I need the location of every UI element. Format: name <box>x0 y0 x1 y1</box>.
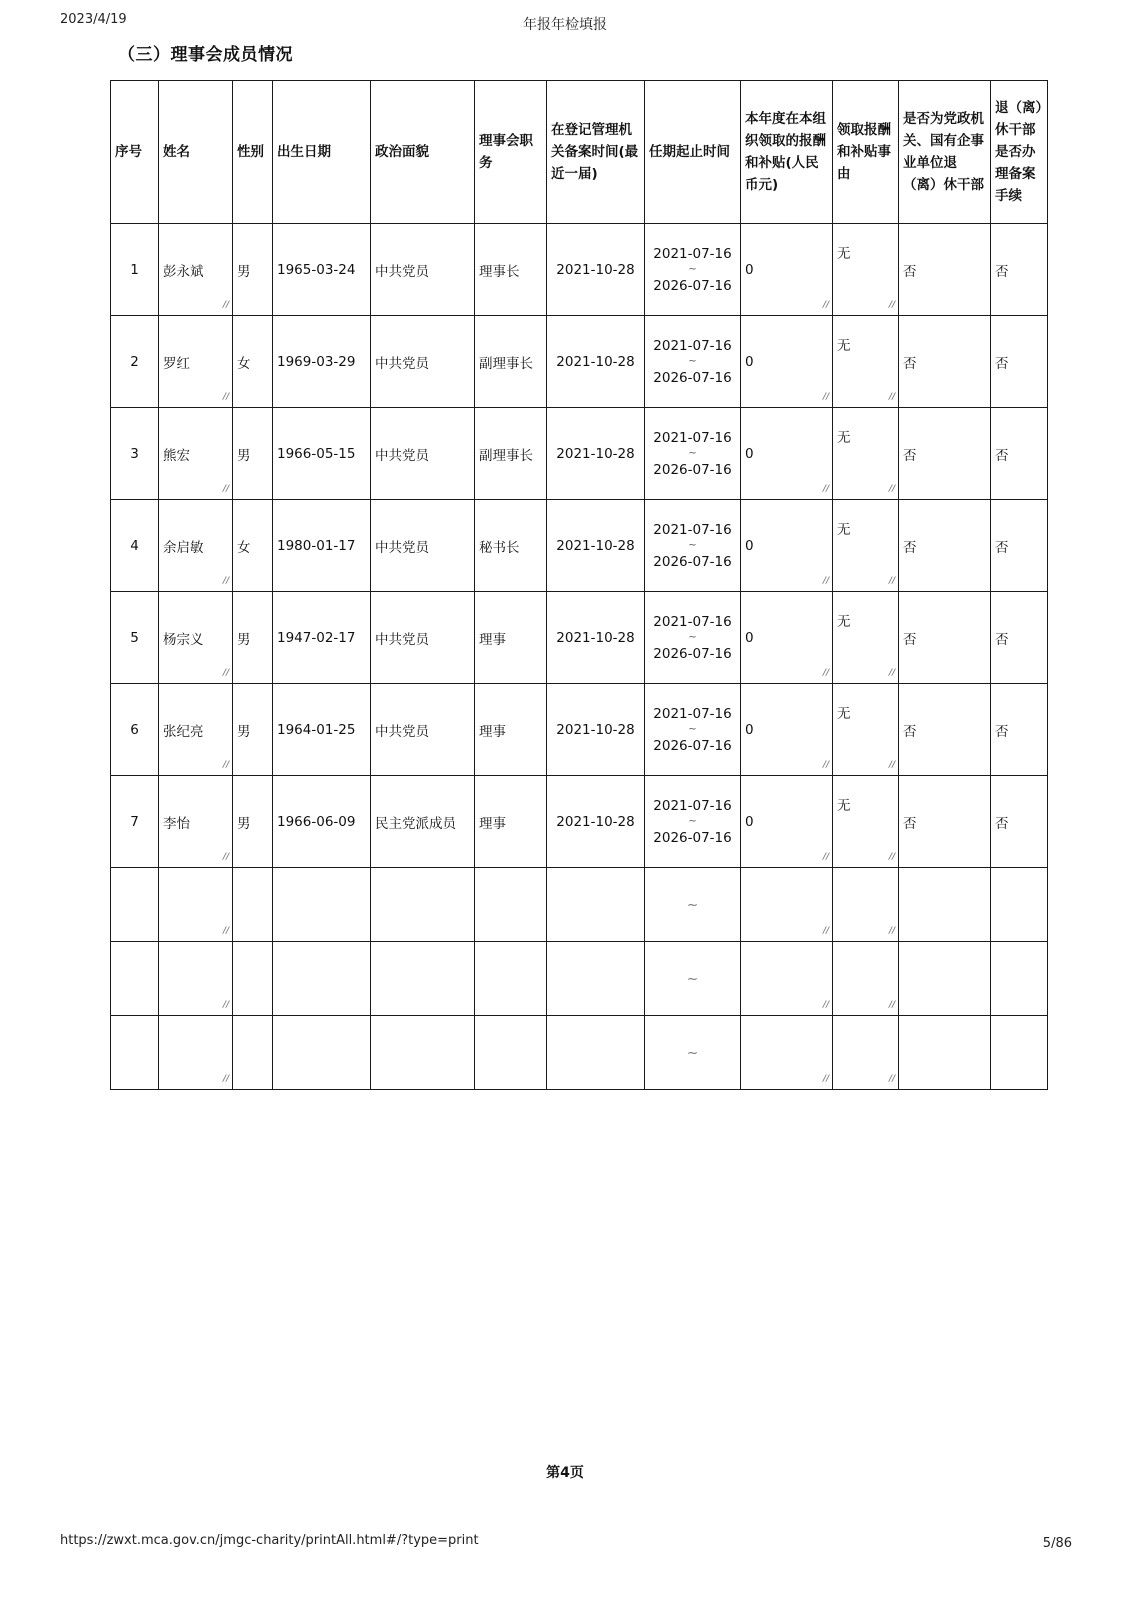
cell-name-value: 李怡 <box>163 815 190 832</box>
cell-retired-official <box>899 1016 991 1090</box>
cell-filing-date <box>547 868 645 942</box>
cell-no <box>111 592 159 684</box>
column-header: 是否为党政机关、国有企事业单位退（离）休干部 <box>899 81 991 224</box>
column-header: 领取报酬和补贴事由 <box>833 81 899 224</box>
cell-birth-date-value: 1966-05-15 <box>277 445 356 462</box>
cell-political-status-value: 中共党员 <box>375 263 429 280</box>
cell-board-position-value: 副理事长 <box>479 447 533 464</box>
resize-handle-icon[interactable]: // <box>822 484 829 494</box>
cell-board-position-value: 秘书长 <box>479 539 520 556</box>
table-row <box>111 224 1048 316</box>
cell-birth-date <box>273 592 371 684</box>
cell-birth-date <box>273 776 371 868</box>
table-row <box>111 592 1048 684</box>
cell-retired-official-value: 否 <box>903 723 917 740</box>
resize-handle-icon[interactable]: // <box>822 760 829 770</box>
cell-term-value: ~ <box>686 896 699 913</box>
cell-term <box>645 408 741 500</box>
cell-no-value: 4 <box>130 537 139 554</box>
column-header: 姓名 <box>159 81 233 224</box>
table-row <box>111 408 1048 500</box>
cell-birth-date <box>273 868 371 942</box>
cell-term-value: ~ <box>686 1044 699 1061</box>
cell-filing-date <box>547 942 645 1016</box>
resize-handle-icon[interactable]: // <box>888 926 895 936</box>
cell-term-value: ~ <box>686 970 699 987</box>
cell-retired-official-value: 否 <box>903 263 917 280</box>
resize-handle-icon[interactable]: // <box>888 300 895 310</box>
cell-payment-reason[interactable] <box>833 500 899 592</box>
cell-board-position <box>475 684 547 776</box>
cell-no <box>111 776 159 868</box>
cell-gender-value: 男 <box>237 263 251 280</box>
cell-no-value: 7 <box>130 813 139 830</box>
cell-payment-reason-value: 无 <box>837 338 851 354</box>
cell-name[interactable] <box>159 316 233 408</box>
term-start: 2021-07-16 <box>653 797 732 814</box>
cell-birth-date <box>273 316 371 408</box>
cell-political-status-value: 中共党员 <box>375 539 429 556</box>
cell-gender <box>233 500 273 592</box>
cell-filing-date <box>547 316 645 408</box>
cell-payment-value: 0 <box>745 721 754 738</box>
cell-board-position-value: 副理事长 <box>479 355 533 372</box>
column-header: 序号 <box>111 81 159 224</box>
resize-handle-icon[interactable]: // <box>888 852 895 862</box>
cell-birth-date <box>273 1016 371 1090</box>
page-header-title: 年报年检填报 <box>523 17 607 33</box>
cell-name[interactable] <box>159 408 233 500</box>
cell-term <box>645 224 741 316</box>
cell-retired-official <box>899 316 991 408</box>
cell-board-position <box>475 592 547 684</box>
term-end: 2026-07-16 <box>653 461 732 478</box>
term-start: 2021-07-16 <box>653 245 732 262</box>
term-separator: ~ <box>688 723 697 735</box>
cell-board-position <box>475 942 547 1016</box>
cell-gender <box>233 776 273 868</box>
cell-filing-date-value: 2021-10-28 <box>556 721 635 738</box>
cell-no <box>111 868 159 942</box>
table-row-empty <box>111 942 1048 1016</box>
cell-retired-official-value: 否 <box>903 447 917 464</box>
cell-name-value: 彭永斌 <box>163 263 204 280</box>
cell-payment-reason-value: 无 <box>837 246 851 262</box>
cell-no-value: 6 <box>130 721 139 738</box>
term-start: 2021-07-16 <box>653 337 732 354</box>
cell-birth-date-value: 1980-01-17 <box>277 537 356 554</box>
cell-name-value: 杨宗义 <box>163 631 204 648</box>
cell-political-status <box>371 684 475 776</box>
cell-gender <box>233 942 273 1016</box>
resize-handle-icon[interactable]: // <box>822 852 829 862</box>
cell-term <box>645 592 741 684</box>
term-separator: ~ <box>688 447 697 459</box>
resize-handle-icon[interactable]: // <box>888 484 895 494</box>
cell-retired-filed <box>991 408 1048 500</box>
resize-handle-icon[interactable]: // <box>822 392 829 402</box>
cell-term <box>645 684 741 776</box>
cell-retired-filed <box>991 942 1048 1016</box>
cell-board-position <box>475 224 547 316</box>
term-separator: ~ <box>688 631 697 643</box>
cell-payment-reason[interactable] <box>833 592 899 684</box>
cell-board-position <box>475 868 547 942</box>
cell-payment-value: 0 <box>745 445 754 462</box>
column-header: 政治面貌 <box>371 81 475 224</box>
cell-retired-filed <box>991 776 1048 868</box>
cell-no <box>111 684 159 776</box>
cell-birth-date <box>273 408 371 500</box>
cell-retired-filed-value: 否 <box>995 447 1009 464</box>
cell-political-status <box>371 500 475 592</box>
cell-gender-value: 男 <box>237 815 251 832</box>
cell-gender <box>233 1016 273 1090</box>
cell-no <box>111 500 159 592</box>
cell-payment[interactable] <box>741 408 833 500</box>
term-end: 2026-07-16 <box>653 277 732 294</box>
cell-name[interactable] <box>159 942 233 1016</box>
cell-filing-date <box>547 500 645 592</box>
cell-name[interactable] <box>159 776 233 868</box>
resize-handle-icon[interactable]: // <box>822 300 829 310</box>
column-header: 本年度在本组织领取的报酬和补贴(人民币元) <box>741 81 833 224</box>
cell-no-value: 2 <box>130 353 139 370</box>
cell-filing-date <box>547 408 645 500</box>
print-url: https://zwxt.mca.gov.cn/jmgc-charity/printAll.html#/?type=print <box>60 1533 479 1548</box>
cell-filing-date <box>547 684 645 776</box>
cell-no <box>111 316 159 408</box>
cell-name-value: 熊宏 <box>163 447 190 464</box>
cell-retired-filed-value: 否 <box>995 723 1009 740</box>
cell-payment[interactable] <box>741 776 833 868</box>
term-end: 2026-07-16 <box>653 553 732 570</box>
cell-retired-filed <box>991 316 1048 408</box>
column-header: 在登记管理机关备案时间(最近一届) <box>547 81 645 224</box>
cell-filing-date-value: 2021-10-28 <box>556 537 635 554</box>
cell-term <box>645 776 741 868</box>
cell-payment-reason[interactable] <box>833 1016 899 1090</box>
cell-name[interactable] <box>159 592 233 684</box>
cell-name-value: 罗红 <box>163 355 190 372</box>
resize-handle-icon[interactable]: // <box>822 1074 829 1084</box>
cell-political-status-value: 中共党员 <box>375 355 429 372</box>
cell-retired-official-value: 否 <box>903 815 917 832</box>
cell-name[interactable] <box>159 1016 233 1090</box>
cell-filing-date <box>547 1016 645 1090</box>
cell-political-status-value: 中共党员 <box>375 447 429 464</box>
cell-no-value: 5 <box>130 629 139 646</box>
resize-handle-icon[interactable]: // <box>822 576 829 586</box>
term-start: 2021-07-16 <box>653 429 732 446</box>
cell-payment-reason[interactable] <box>833 868 899 942</box>
cell-retired-official-value: 否 <box>903 631 917 648</box>
cell-political-status-value: 民主党派成员 <box>375 815 456 832</box>
cell-payment-reason[interactable] <box>833 316 899 408</box>
cell-political-status-value: 中共党员 <box>375 631 429 648</box>
resize-handle-icon[interactable]: // <box>888 668 895 678</box>
cell-retired-official-value: 否 <box>903 539 917 556</box>
cell-payment-reason-value: 无 <box>837 798 851 814</box>
cell-payment-reason[interactable] <box>833 684 899 776</box>
cell-payment-value: 0 <box>745 629 754 646</box>
cell-political-status <box>371 316 475 408</box>
cell-board-position <box>475 1016 547 1090</box>
term-end: 2026-07-16 <box>653 737 732 754</box>
cell-no-value: 3 <box>130 445 139 462</box>
cell-payment-reason[interactable] <box>833 942 899 1016</box>
cell-name[interactable] <box>159 500 233 592</box>
table-header-row <box>111 81 1048 224</box>
cell-birth-date-value: 1947-02-17 <box>277 629 356 646</box>
cell-board-position-value: 理事长 <box>479 263 520 280</box>
cell-payment-reason-value: 无 <box>837 430 851 446</box>
cell-no <box>111 1016 159 1090</box>
cell-payment[interactable] <box>741 592 833 684</box>
cell-gender-value: 男 <box>237 631 251 648</box>
cell-retired-filed-value: 否 <box>995 263 1009 280</box>
cell-retired-filed-value: 否 <box>995 815 1009 832</box>
cell-birth-date <box>273 500 371 592</box>
table-row-empty <box>111 1016 1048 1090</box>
cell-retired-official-value: 否 <box>903 355 917 372</box>
cell-payment[interactable] <box>741 500 833 592</box>
page-number: 第4页 <box>546 1465 584 1481</box>
cell-retired-filed <box>991 1016 1048 1090</box>
table-row-empty <box>111 868 1048 942</box>
term-end: 2026-07-16 <box>653 369 732 386</box>
cell-board-position-value: 理事 <box>479 631 506 648</box>
term-end: 2026-07-16 <box>653 645 732 662</box>
table-row <box>111 776 1048 868</box>
cell-name[interactable] <box>159 684 233 776</box>
cell-gender <box>233 868 273 942</box>
cell-no <box>111 942 159 1016</box>
cell-retired-official <box>899 868 991 942</box>
resize-handle-icon[interactable]: // <box>222 576 229 586</box>
table-row <box>111 684 1048 776</box>
resize-handle-icon[interactable]: // <box>222 926 229 936</box>
cell-retired-official <box>899 684 991 776</box>
cell-political-status <box>371 408 475 500</box>
cell-gender-value: 女 <box>237 539 251 556</box>
resize-handle-icon[interactable]: // <box>222 1000 229 1010</box>
term-start: 2021-07-16 <box>653 521 732 538</box>
cell-filing-date-value: 2021-10-28 <box>556 813 635 830</box>
column-header: 退（离）休干部是否办理备案手续 <box>991 81 1048 224</box>
cell-birth-date-value: 1969-03-29 <box>277 353 356 370</box>
cell-retired-official <box>899 776 991 868</box>
cell-board-position-value: 理事 <box>479 815 506 832</box>
cell-board-position <box>475 776 547 868</box>
cell-filing-date <box>547 776 645 868</box>
cell-political-status <box>371 224 475 316</box>
cell-political-status <box>371 592 475 684</box>
cell-payment-reason-value: 无 <box>837 614 851 630</box>
cell-payment[interactable] <box>741 1016 833 1090</box>
cell-payment[interactable] <box>741 224 833 316</box>
cell-name[interactable] <box>159 224 233 316</box>
cell-payment-value: 0 <box>745 537 754 554</box>
cell-payment-reason[interactable] <box>833 776 899 868</box>
cell-birth-date <box>273 684 371 776</box>
cell-retired-filed <box>991 592 1048 684</box>
cell-gender <box>233 408 273 500</box>
cell-filing-date-value: 2021-10-28 <box>556 445 635 462</box>
cell-payment-reason-value: 无 <box>837 706 851 722</box>
cell-retired-filed-value: 否 <box>995 355 1009 372</box>
cell-no-value: 1 <box>130 261 139 278</box>
cell-gender <box>233 316 273 408</box>
cell-payment-reason-value: 无 <box>837 522 851 538</box>
cell-name[interactable] <box>159 868 233 942</box>
resize-handle-icon[interactable]: // <box>222 852 229 862</box>
cell-payment-value: 0 <box>745 353 754 370</box>
term-start: 2021-07-16 <box>653 613 732 630</box>
cell-term <box>645 500 741 592</box>
cell-name-value: 张纪亮 <box>163 723 204 740</box>
cell-term <box>645 942 741 1016</box>
resize-handle-icon[interactable]: // <box>222 668 229 678</box>
resize-handle-icon[interactable]: // <box>822 668 829 678</box>
resize-handle-icon[interactable]: // <box>222 300 229 310</box>
cell-retired-official <box>899 942 991 1016</box>
cell-birth-date <box>273 942 371 1016</box>
cell-payment[interactable] <box>741 868 833 942</box>
cell-gender <box>233 592 273 684</box>
term-separator: ~ <box>688 815 697 827</box>
resize-handle-icon[interactable]: // <box>222 1074 229 1084</box>
cell-political-status <box>371 942 475 1016</box>
cell-filing-date <box>547 224 645 316</box>
board-members-table <box>110 80 1048 1090</box>
table-row <box>111 500 1048 592</box>
cell-payment-value: 0 <box>745 261 754 278</box>
cell-birth-date-value: 1964-01-25 <box>277 721 356 738</box>
cell-filing-date-value: 2021-10-28 <box>556 353 635 370</box>
cell-retired-official <box>899 592 991 684</box>
resize-handle-icon[interactable]: // <box>888 760 895 770</box>
resize-handle-icon[interactable]: // <box>222 392 229 402</box>
cell-filing-date-value: 2021-10-28 <box>556 629 635 646</box>
cell-political-status <box>371 1016 475 1090</box>
cell-payment-reason[interactable] <box>833 224 899 316</box>
cell-filing-date <box>547 592 645 684</box>
cell-political-status <box>371 868 475 942</box>
column-header: 理事会职务 <box>475 81 547 224</box>
cell-payment[interactable] <box>741 316 833 408</box>
section-title: （三）理事会成员情况 <box>118 45 293 65</box>
cell-term <box>645 316 741 408</box>
column-header: 出生日期 <box>273 81 371 224</box>
cell-name-value: 余启敏 <box>163 539 204 556</box>
cell-payment[interactable] <box>741 942 833 1016</box>
print-date: 2023/4/19 <box>60 12 127 27</box>
cell-no <box>111 408 159 500</box>
cell-gender-value: 女 <box>237 355 251 372</box>
cell-board-position <box>475 500 547 592</box>
column-header: 性别 <box>233 81 273 224</box>
cell-board-position <box>475 316 547 408</box>
term-separator: ~ <box>688 355 697 367</box>
cell-retired-official <box>899 224 991 316</box>
cell-birth-date-value: 1966-06-09 <box>277 813 356 830</box>
cell-gender-value: 男 <box>237 447 251 464</box>
cell-board-position <box>475 408 547 500</box>
cell-payment-reason[interactable] <box>833 408 899 500</box>
cell-retired-filed <box>991 684 1048 776</box>
cell-birth-date-value: 1965-03-24 <box>277 261 356 278</box>
term-separator: ~ <box>688 539 697 551</box>
column-header: 任期起止时间 <box>645 81 741 224</box>
cell-retired-official <box>899 408 991 500</box>
resize-handle-icon[interactable]: // <box>822 1000 829 1010</box>
cell-no <box>111 224 159 316</box>
table-row <box>111 316 1048 408</box>
cell-payment[interactable] <box>741 684 833 776</box>
cell-retired-official <box>899 500 991 592</box>
cell-filing-date-value: 2021-10-28 <box>556 261 635 278</box>
cell-gender <box>233 684 273 776</box>
cell-retired-filed-value: 否 <box>995 631 1009 648</box>
resize-handle-icon[interactable]: // <box>888 576 895 586</box>
cell-retired-filed <box>991 224 1048 316</box>
resize-handle-icon[interactable]: // <box>888 1074 895 1084</box>
print-page-count: 5/86 <box>1042 1536 1072 1551</box>
resize-handle-icon[interactable]: // <box>888 392 895 402</box>
cell-political-status <box>371 776 475 868</box>
term-end: 2026-07-16 <box>653 829 732 846</box>
resize-handle-icon[interactable]: // <box>222 760 229 770</box>
cell-gender <box>233 224 273 316</box>
cell-birth-date <box>273 224 371 316</box>
cell-payment-value: 0 <box>745 813 754 830</box>
cell-retired-filed <box>991 500 1048 592</box>
cell-term <box>645 868 741 942</box>
cell-retired-filed <box>991 868 1048 942</box>
resize-handle-icon[interactable]: // <box>222 484 229 494</box>
cell-board-position-value: 理事 <box>479 723 506 740</box>
cell-political-status-value: 中共党员 <box>375 723 429 740</box>
cell-gender-value: 男 <box>237 723 251 740</box>
resize-handle-icon[interactable]: // <box>822 926 829 936</box>
cell-term <box>645 1016 741 1090</box>
term-start: 2021-07-16 <box>653 705 732 722</box>
term-separator: ~ <box>688 263 697 275</box>
resize-handle-icon[interactable]: // <box>888 1000 895 1010</box>
cell-retired-filed-value: 否 <box>995 539 1009 556</box>
